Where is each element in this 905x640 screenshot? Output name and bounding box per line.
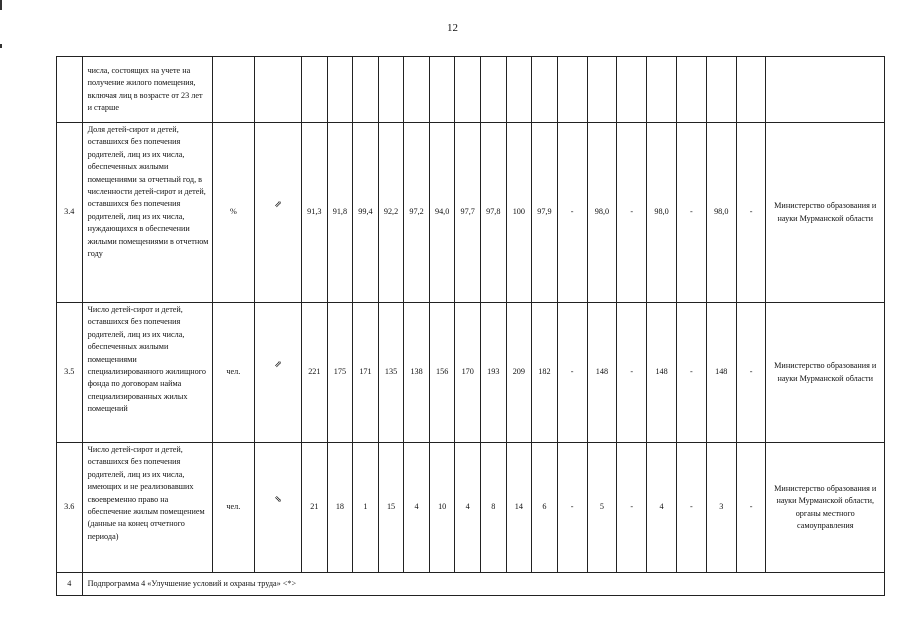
value-cell [617,57,647,123]
value-cell: 97,2 [404,123,430,303]
value-cell: 4 [455,443,481,573]
value-cell [557,57,587,123]
value-cell [302,57,328,123]
value-cell: 91,8 [327,123,353,303]
value-cell: 4 [404,443,430,573]
page-number: 12 [447,22,458,34]
value-cell: - [617,303,647,443]
value-cell [429,57,455,123]
value-cell: 175 [327,303,353,443]
value-cell: 148 [706,303,736,443]
subprogram-number: 4 [57,573,83,596]
value-cell: - [557,443,587,573]
indicators-table [56,56,885,596]
value-cell: - [736,123,766,303]
value-cell: 6 [532,443,558,573]
value-cell: 193 [481,303,507,443]
value-cell [506,57,532,123]
value-cell: 209 [506,303,532,443]
indicator-name: Число детей-сирот и детей, оставшихся без попечения родителей, лиц из их числа, обеспеченных жилыми помещениями специализированного жилищного фонда по договорам найма специализированных жилых помещений [82,303,212,443]
value-cell: 92,2 [378,123,404,303]
subprogram-title: Подпрограмма 4 «Улучшение условий и охраны труда» <*> [82,573,884,596]
row-number [57,57,83,123]
row-number: 3.6 [57,443,83,573]
value-cell [404,57,430,123]
value-cell: 4 [647,443,677,573]
trend-cell [255,123,302,303]
value-cell: - [677,123,707,303]
value-cell: - [677,303,707,443]
value-cell [736,57,766,123]
responsible-cell [766,57,885,123]
responsible-cell: Министерство образования и науки Мурманской области [766,123,885,303]
value-cell: 156 [429,303,455,443]
value-cell: - [677,443,707,573]
trend-cell [255,57,302,123]
value-cell [378,57,404,123]
value-cell: 21 [302,443,328,573]
value-cell: 135 [378,303,404,443]
value-cell: 171 [353,303,379,443]
value-cell [706,57,736,123]
table-row [57,303,885,443]
value-cell [587,57,617,123]
table-row [57,57,885,123]
table-row [57,123,885,303]
value-cell: 221 [302,303,328,443]
value-cell [353,57,379,123]
unit-cell: чел. [212,303,255,443]
trend-arrow-icon: ⇘ [274,493,282,504]
margin-mark-top [0,0,2,10]
table-row [57,443,885,573]
indicator-name: Число детей-сирот и детей, оставшихся без попечения родителей, лиц из их числа, имеющих и не реализовавших своевременно право на обеспечение жилым помещением (данные на конец отчетного периода) [82,443,212,573]
value-cell: - [557,123,587,303]
value-cell [455,57,481,123]
value-cell: 91,3 [302,123,328,303]
value-cell: - [736,303,766,443]
value-cell: 97,9 [532,123,558,303]
responsible-cell: Министерство образования и науки Мурманской области, органы местного самоуправления [766,443,885,573]
responsible-cell: Министерство образования и науки Мурманской области [766,303,885,443]
value-cell: - [617,443,647,573]
value-cell: 97,8 [481,123,507,303]
value-cell: 148 [587,303,617,443]
unit-cell [212,57,255,123]
indicator-name: числа, состоящих на учете на получение жилого помещения, включая лиц в возрасте от 23 лет и старше [82,57,212,123]
value-cell: 182 [532,303,558,443]
trend-cell [255,303,302,443]
value-cell: 8 [481,443,507,573]
value-cell [532,57,558,123]
value-cell: 1 [353,443,379,573]
value-cell: 148 [647,303,677,443]
value-cell: 98,0 [706,123,736,303]
row-number: 3.5 [57,303,83,443]
value-cell [647,57,677,123]
value-cell: 170 [455,303,481,443]
trend-arrow-icon: ⇗ [274,358,282,369]
value-cell [327,57,353,123]
value-cell: - [736,443,766,573]
value-cell: 15 [378,443,404,573]
unit-cell: % [212,123,255,303]
value-cell: 138 [404,303,430,443]
indicator-name: Доля детей-сирот и детей, оставшихся без попечения родителей, лиц из их числа, обеспеченных жилыми помещениями за отчетный год, в численности детей-сирот и детей, оставшихся без попечения родителей, лиц из их числа, нуждающихся в обеспечении жилыми помещениями в отчетном году [82,123,212,303]
unit-cell: чел. [212,443,255,573]
value-cell: - [557,303,587,443]
subprogram-row [57,573,885,596]
value-cell [677,57,707,123]
value-cell [481,57,507,123]
value-cell: 10 [429,443,455,573]
value-cell: 18 [327,443,353,573]
margin-mark-mid [0,44,2,48]
trend-arrow-icon: ⇗ [274,198,282,209]
value-cell: 100 [506,123,532,303]
value-cell: 3 [706,443,736,573]
value-cell: - [617,123,647,303]
value-cell: 14 [506,443,532,573]
value-cell: 94,0 [429,123,455,303]
value-cell: 98,0 [647,123,677,303]
value-cell: 98,0 [587,123,617,303]
value-cell: 5 [587,443,617,573]
value-cell: 97,7 [455,123,481,303]
trend-cell [255,443,302,573]
value-cell: 99,4 [353,123,379,303]
row-number: 3.4 [57,123,83,303]
